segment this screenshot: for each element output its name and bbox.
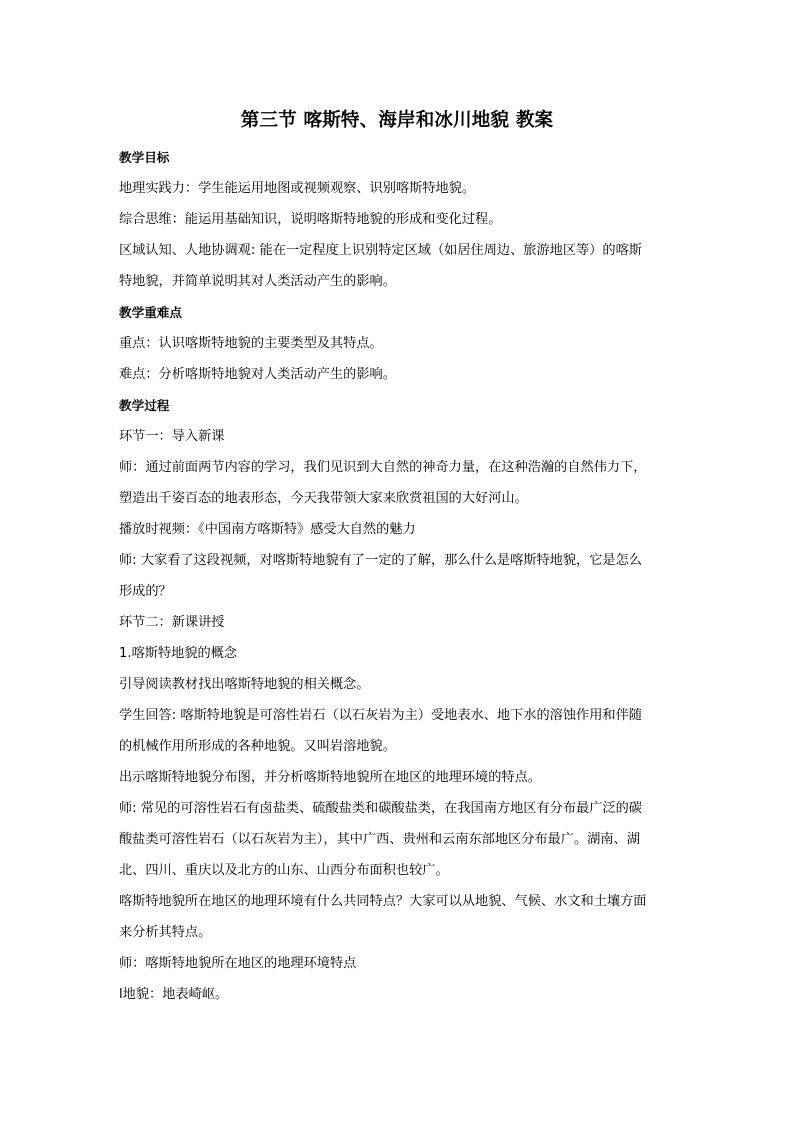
section-heading: 教学目标 [119,150,170,165]
paragraph-line: 酸盐类可溶性岩石（以石灰岩为主），其中广西、贵州和云南东部地区分布最广。湖南、湖 [119,832,640,847]
page-title: 第三节 喀斯特、海岸和冰川地貌 教案 [240,110,554,131]
paragraph-line: 师: 大家看了这段视频，对喀斯特地貌有了一定的了解，那么什么是喀斯特地貌，它是怎么 [119,553,642,568]
paragraph-line: 播放时视频：《中国南方喀斯特》感受大自然的魅力 [119,522,416,537]
section-heading: 教学过程 [119,398,170,413]
paragraph-line: 区域认知、人地协调观: 能在一定程度上识别特定区域（如居住周边、旅游地区等）的喀斯 [119,243,642,258]
paragraph-line: 特地貌，并简单说明其对人类活动产生的影响。 [119,274,396,289]
paragraph-line: 引导阅读教材找出喀斯特地貌的相关概念。 [119,677,370,692]
paragraph-line: 地理实践力：学生能运用地图或视频观察、识别喀斯特地貌。 [119,181,476,196]
paragraph-line: 1.喀斯特地貌的概念 [119,646,238,661]
paragraph-line: 环节二：新课讲授 [119,615,225,630]
paragraph-line: 塑造出千姿百态的地表形态，今天我带领大家来欣赏祖国的大好河山。 [119,491,528,506]
paragraph-line: 出示喀斯特地貌分布图，并分析喀斯特地貌所在地区的地理环境的特点。 [119,770,541,785]
section-heading: 教学重难点 [119,305,182,320]
paragraph-line: 综合思维：能运用基础知识，说明喀斯特地貌的形成和变化过程。 [119,212,502,227]
paragraph-line: 难点：分析喀斯特地貌对人类活动产生的影响。 [119,367,396,382]
paragraph-line: 师: 常见的可溶性岩石有卤盐类、硫酸盐类和碳酸盐类，在我国南方地区有分布最广泛的碳 [119,801,642,816]
paragraph-line: 重点：认识喀斯特地貌的主要类型及其特点。 [119,336,383,351]
paragraph-line: 的机械作用所形成的各种地貌。又叫岩溶地貌。 [119,739,396,754]
paragraph-line: 环节一：导入新课 [119,429,225,444]
paragraph-line: 来分析其特点。 [119,925,212,940]
document-body [119,142,691,1010]
paragraph-line: 师：喀斯特地貌所在地区的地理环境特点 [119,956,357,971]
paragraph-line: 师：通过前面两节内容的学习，我们见识到大自然的神奇力量，在这种浩瀚的自然伟力下， [119,460,647,475]
paragraph-line: l地貌：地表崎岖。 [119,987,229,1002]
paragraph-line: 形成的？ [119,584,172,599]
paragraph-line: 喀斯特地貌所在地区的地理环境有什么共同特点？大家可以从地貌、气候、水文和土壤方面 [119,894,647,909]
paragraph-line: 学生回答: 喀斯特地貌是可溶性岩石（以石灰岩为主）受地表水、地下水的溶蚀作用和伴随 [119,708,642,723]
paragraph-line: 北、四川、重庆以及北方的山东、山西分布面积也较广。 [119,863,449,878]
